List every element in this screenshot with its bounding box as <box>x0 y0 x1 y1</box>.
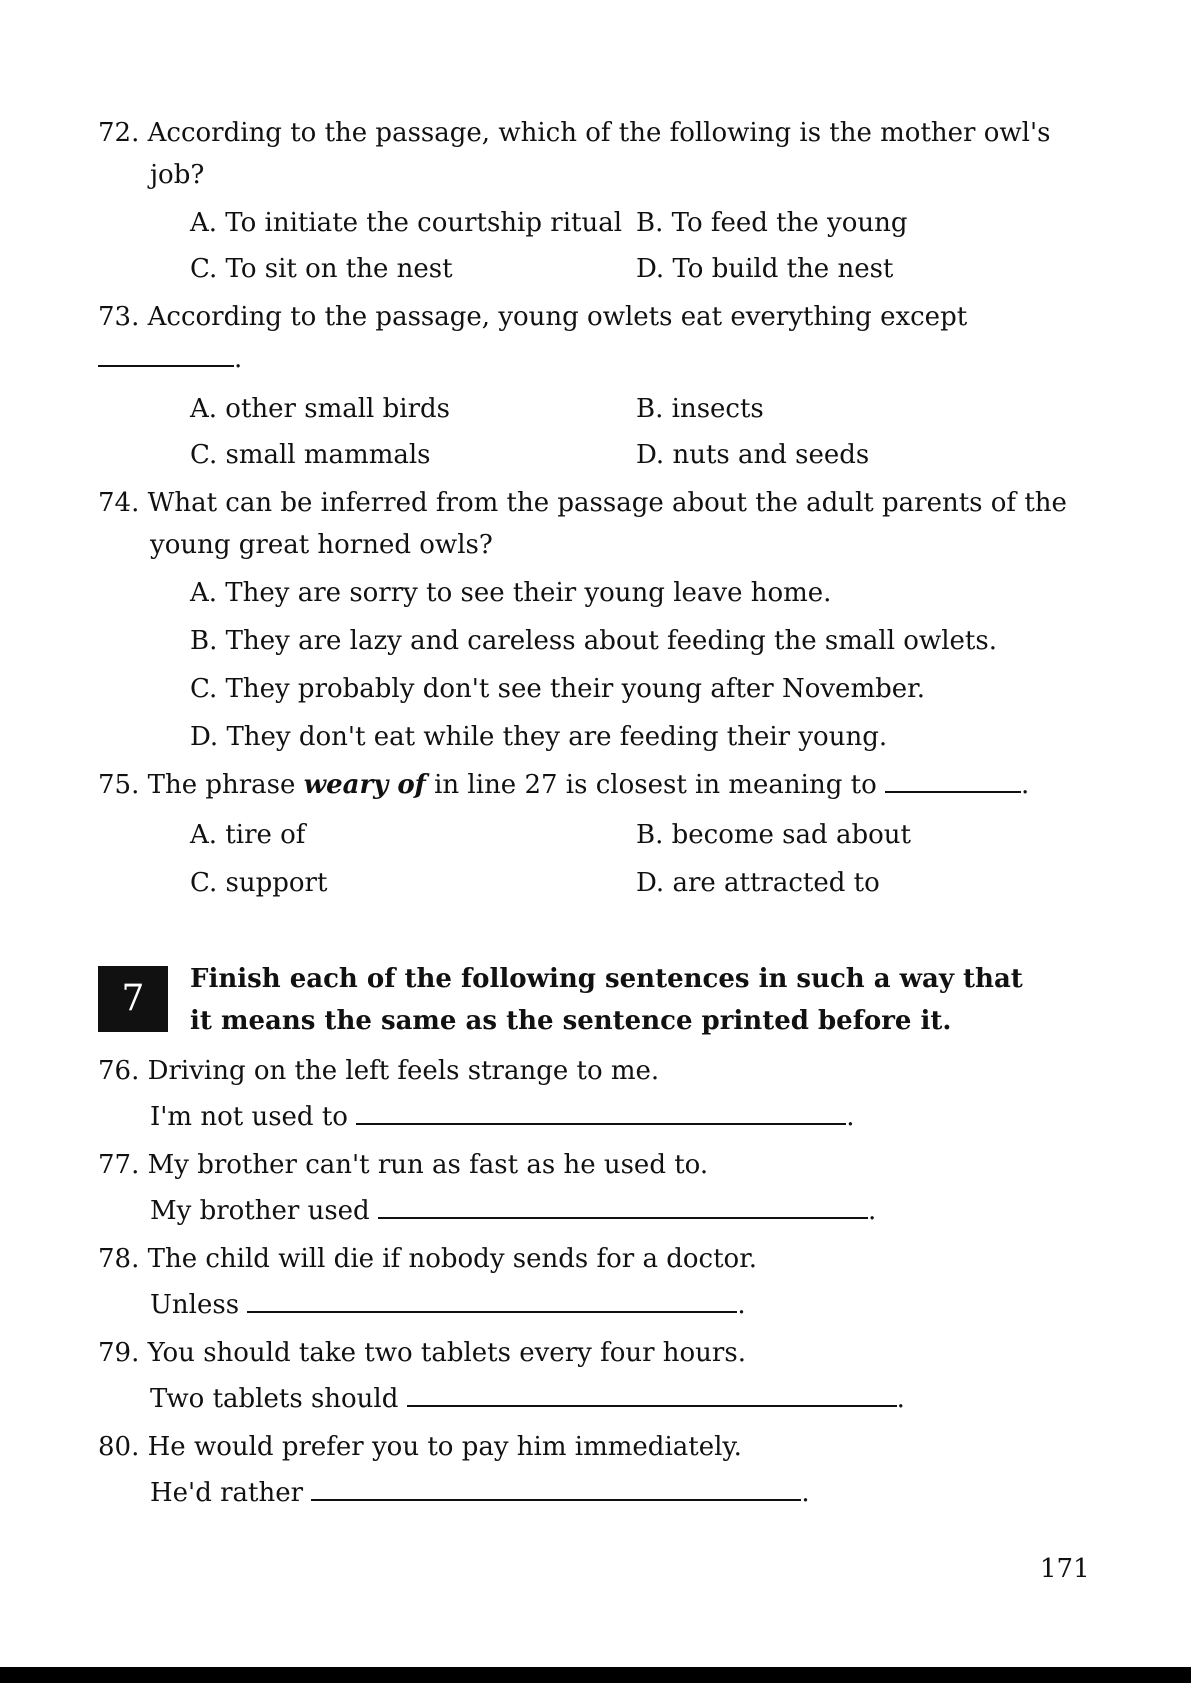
q79-answer-blank[interactable] <box>407 1385 897 1407</box>
q80-rewrite <box>150 1476 810 1510</box>
q75-answer-blank[interactable] <box>885 771 1021 793</box>
q75-option-c: C. support <box>190 868 328 898</box>
q72-stem-text: According to the passage, which of the following is the mother owl's <box>147 118 1051 148</box>
q76-rewrite <box>150 1100 854 1134</box>
q75-stem <box>98 768 1029 802</box>
section-instruction-line1: Finish each of the following sentences in such a way that <box>190 964 1023 994</box>
q77-end: . <box>867 1196 877 1226</box>
section-number-badge: 7 <box>98 966 168 1032</box>
q78-sentence-text: The child will die if nobody sends for a doctor. <box>147 1244 758 1274</box>
q76-prompt: I'm not used to <box>150 1102 348 1132</box>
q74-stem-text: What can be inferred from the passage about the adult parents of the <box>147 488 1067 518</box>
q80-end: . <box>801 1478 810 1508</box>
q73-option-d: D. nuts and seeds <box>636 440 870 470</box>
q73-stem-end: . <box>234 344 243 374</box>
q78-rewrite <box>150 1288 746 1322</box>
q72-option-c: C. To sit on the nest <box>190 254 453 284</box>
q72-option-d: D. To build the nest <box>636 254 894 284</box>
page-number: 171 <box>1040 1554 1090 1584</box>
q73-option-b: B. insects <box>636 394 764 424</box>
q73-answer-line <box>98 342 242 376</box>
q75-options-row2 <box>190 866 1190 900</box>
q79-number: 79. <box>98 1338 140 1368</box>
q74-option-a: A. They are sorry to see their young leave home. <box>190 578 832 608</box>
q77-sentence-text: My brother can't run as fast as he used to. <box>147 1150 709 1180</box>
q73-options-row1 <box>190 392 1190 426</box>
q78-prompt: Unless <box>150 1290 240 1320</box>
q72-options-row1 <box>190 206 1190 240</box>
q79-sentence <box>98 1336 746 1370</box>
q72-option-a: A. To initiate the courtship ritual <box>190 208 623 238</box>
q79-rewrite <box>150 1382 905 1416</box>
q75-number: 75. <box>98 770 140 800</box>
section-instruction-line2: it means the same as the sentence printed before it. <box>190 1006 952 1036</box>
q72-options-row2 <box>190 252 1190 286</box>
q75-phrase: weary of <box>303 770 426 800</box>
q73-answer-blank[interactable] <box>98 345 234 367</box>
q75-option-b: B. become sad about <box>636 820 911 850</box>
q79-sentence-text: You should take two tablets every four hours. <box>147 1338 746 1368</box>
q75-stem-end: . <box>1021 770 1030 800</box>
q75-option-a: A. tire of <box>190 820 306 850</box>
q77-sentence <box>98 1148 708 1182</box>
q76-answer-blank[interactable] <box>356 1103 846 1125</box>
q78-end: . <box>737 1290 746 1320</box>
q80-number: 80. <box>98 1432 140 1462</box>
q80-sentence-text: He would prefer you to pay him immediately. <box>147 1432 742 1462</box>
q78-sentence <box>98 1242 757 1276</box>
q72-stem-line1 <box>98 116 1050 150</box>
q72-number: 72. <box>98 118 140 148</box>
q79-prompt: Two tablets should <box>150 1384 399 1414</box>
q76-number: 76. <box>98 1056 140 1086</box>
q73-option-a: A. other small birds <box>190 394 450 424</box>
q72-option-b: B. To feed the young <box>636 208 908 238</box>
q74-option-d: D. They don't eat while they are feeding their young. <box>190 722 888 752</box>
q74-stem-line1 <box>98 486 1067 520</box>
q77-rewrite <box>150 1194 876 1228</box>
q75-stem-before: The phrase <box>147 770 296 800</box>
q77-number: 77. <box>98 1150 140 1180</box>
q76-sentence <box>98 1054 659 1088</box>
q78-number: 78. <box>98 1244 140 1274</box>
q74-option-b: B. They are lazy and careless about feeding the small owlets. <box>190 626 997 656</box>
q72-stem-line2: job? <box>150 160 205 190</box>
q75-option-d: D. are attracted to <box>636 868 880 898</box>
q74-number: 74. <box>98 488 140 518</box>
q75-options-row1 <box>190 818 1190 852</box>
q80-sentence <box>98 1430 742 1464</box>
q77-prompt: My brother used <box>150 1196 370 1226</box>
q80-answer-blank[interactable] <box>311 1479 801 1501</box>
q79-end: . <box>896 1384 905 1414</box>
q74-option-c: C. They probably don't see their young after November. <box>190 674 925 704</box>
q73-stem-text: According to the passage, young owlets eat everything except <box>147 302 968 332</box>
q77-answer-blank[interactable] <box>378 1197 868 1219</box>
q73-options-row2 <box>190 438 1190 472</box>
q73-option-c: C. small mammals <box>190 440 431 470</box>
q76-end: . <box>846 1102 855 1132</box>
q78-answer-blank[interactable] <box>247 1291 737 1313</box>
q76-sentence-text: Driving on the left feels strange to me. <box>147 1056 660 1086</box>
q73-number: 73. <box>98 302 140 332</box>
scan-edge-bar <box>0 1667 1191 1683</box>
q75-stem-after: in line 27 is closest in meaning to <box>434 770 877 800</box>
q80-prompt: He'd rather <box>150 1478 304 1508</box>
q73-stem-line1 <box>98 300 967 334</box>
q74-stem-line2: young great horned owls? <box>150 530 493 560</box>
